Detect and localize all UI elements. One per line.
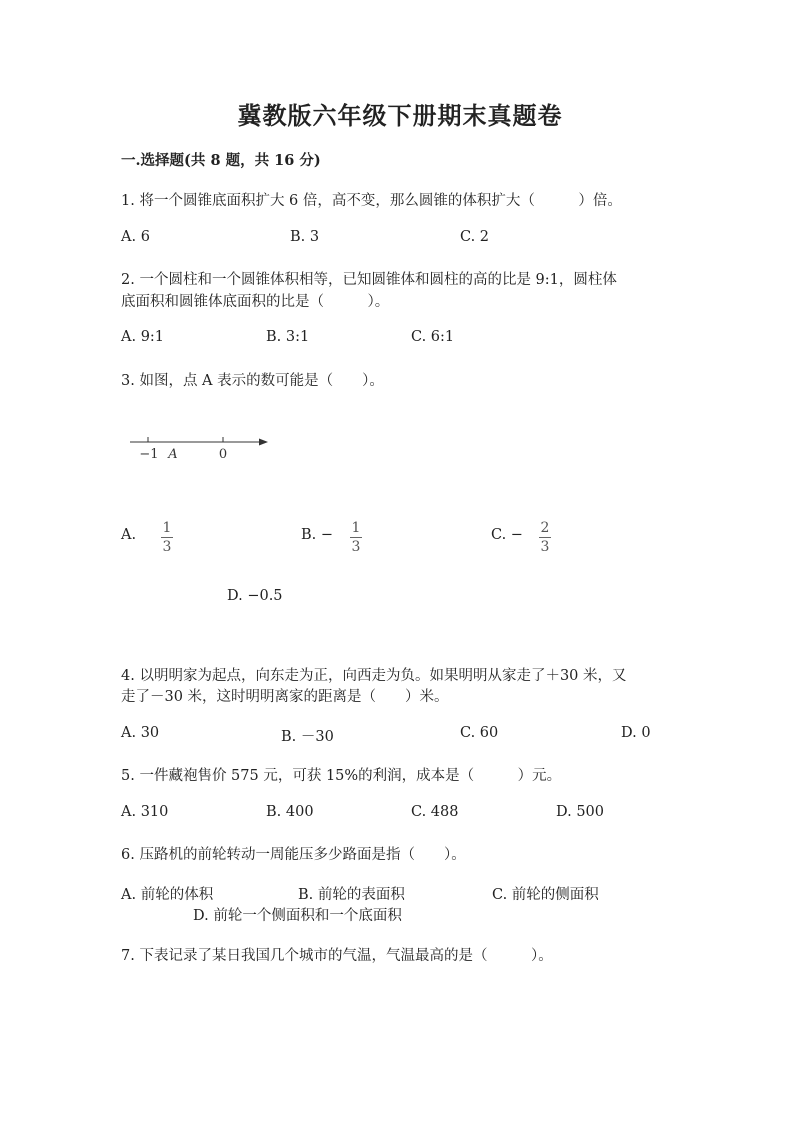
question-3-option-a-prefix[interactable]: A. <box>121 527 137 543</box>
question-4-option-c[interactable]: C. 60 <box>460 725 499 741</box>
section-heading: 一.选择题(共 8 题，共 16 分) <box>121 152 321 169</box>
number-line-label-zero: 0 <box>218 447 228 462</box>
question-4-option-b[interactable]: B. －30 <box>281 729 334 745</box>
question-6-option-d[interactable]: D. 前轮一个侧面积和一个底面积 <box>193 908 402 924</box>
question-5-option-b[interactable]: B. 400 <box>266 804 314 820</box>
question-2-option-b[interactable]: B. 3:1 <box>266 329 310 345</box>
question-5-text: 5. 一件藏袍售价 575 元，可获 15%的利润，成本是（ ）元。 <box>121 768 562 784</box>
question-3-option-b-prefix[interactable]: B. − <box>301 527 334 543</box>
question-4-option-a[interactable]: A. 30 <box>121 725 160 741</box>
fraction-bar <box>350 537 362 538</box>
number-line-figure <box>125 428 275 464</box>
question-3-option-b-fraction <box>350 520 362 555</box>
question-7-text: 7. 下表记录了某日我国几个城市的气温，气温最高的是（ ）。 <box>121 948 553 964</box>
fraction-denominator: 3 <box>162 539 172 555</box>
question-6-option-c[interactable]: C. 前轮的侧面积 <box>492 887 599 903</box>
question-2-text-line2: 底面积和圆锥体底面积的比是（ ）。 <box>121 294 390 310</box>
question-4-text-line2: 走了－30 米，这时明明离家的距离是（ ）米。 <box>121 689 449 705</box>
question-6-text: 6. 压路机的前轮转动一周能压多少路面是指（ ）。 <box>121 847 466 863</box>
page-title: 冀教版六年级下册期末真题卷 <box>237 101 563 130</box>
fraction-numerator: 2 <box>540 520 550 536</box>
question-3-option-c-fraction <box>539 520 551 555</box>
question-1-option-b[interactable]: B. 3 <box>290 229 320 245</box>
fraction-bar <box>539 537 551 538</box>
number-line-label-neg1: −1 <box>139 447 159 462</box>
question-3-option-a-fraction <box>161 520 173 555</box>
number-line-arrow <box>259 439 268 446</box>
fraction-numerator: 1 <box>351 520 361 536</box>
question-1-option-a[interactable]: A. 6 <box>121 229 150 245</box>
question-1-option-c[interactable]: C. 2 <box>460 229 490 245</box>
question-5-option-c[interactable]: C. 488 <box>411 804 459 820</box>
question-3-option-c-prefix[interactable]: C. − <box>491 527 523 543</box>
question-6-option-a[interactable]: A. 前轮的体积 <box>121 887 214 903</box>
fraction-numerator: 1 <box>162 520 172 536</box>
question-3-option-d[interactable]: D. −0.5 <box>227 588 283 604</box>
question-2-text-line1: 2. 一个圆柱和一个圆锥体积相等，已知圆锥体和圆柱的高的比是 9:1，圆柱体 <box>121 272 617 288</box>
question-5-option-d[interactable]: D. 500 <box>556 804 605 820</box>
question-3-text: 3. 如图，点 A 表示的数可能是（ ）。 <box>121 373 384 389</box>
question-1-text: 1. 将一个圆锥底面积扩大 6 倍，高不变，那么圆锥的体积扩大（ ）倍。 <box>121 193 622 209</box>
question-4-text-line1: 4. 以明明家为起点，向东走为正，向西走为负。如果明明从家走了＋30 米，又 <box>121 668 627 684</box>
question-5-option-a[interactable]: A. 310 <box>121 804 169 820</box>
fraction-denominator: 3 <box>351 539 361 555</box>
question-6-option-b[interactable]: B. 前轮的表面积 <box>298 887 405 903</box>
question-2-option-a[interactable]: A. 9:1 <box>121 329 165 345</box>
fraction-bar <box>161 537 173 538</box>
question-2-option-c[interactable]: C. 6:1 <box>411 329 455 345</box>
question-4-option-d[interactable]: D. 0 <box>621 725 651 741</box>
fraction-denominator: 3 <box>540 539 550 555</box>
number-line-label-a: A <box>168 447 178 462</box>
